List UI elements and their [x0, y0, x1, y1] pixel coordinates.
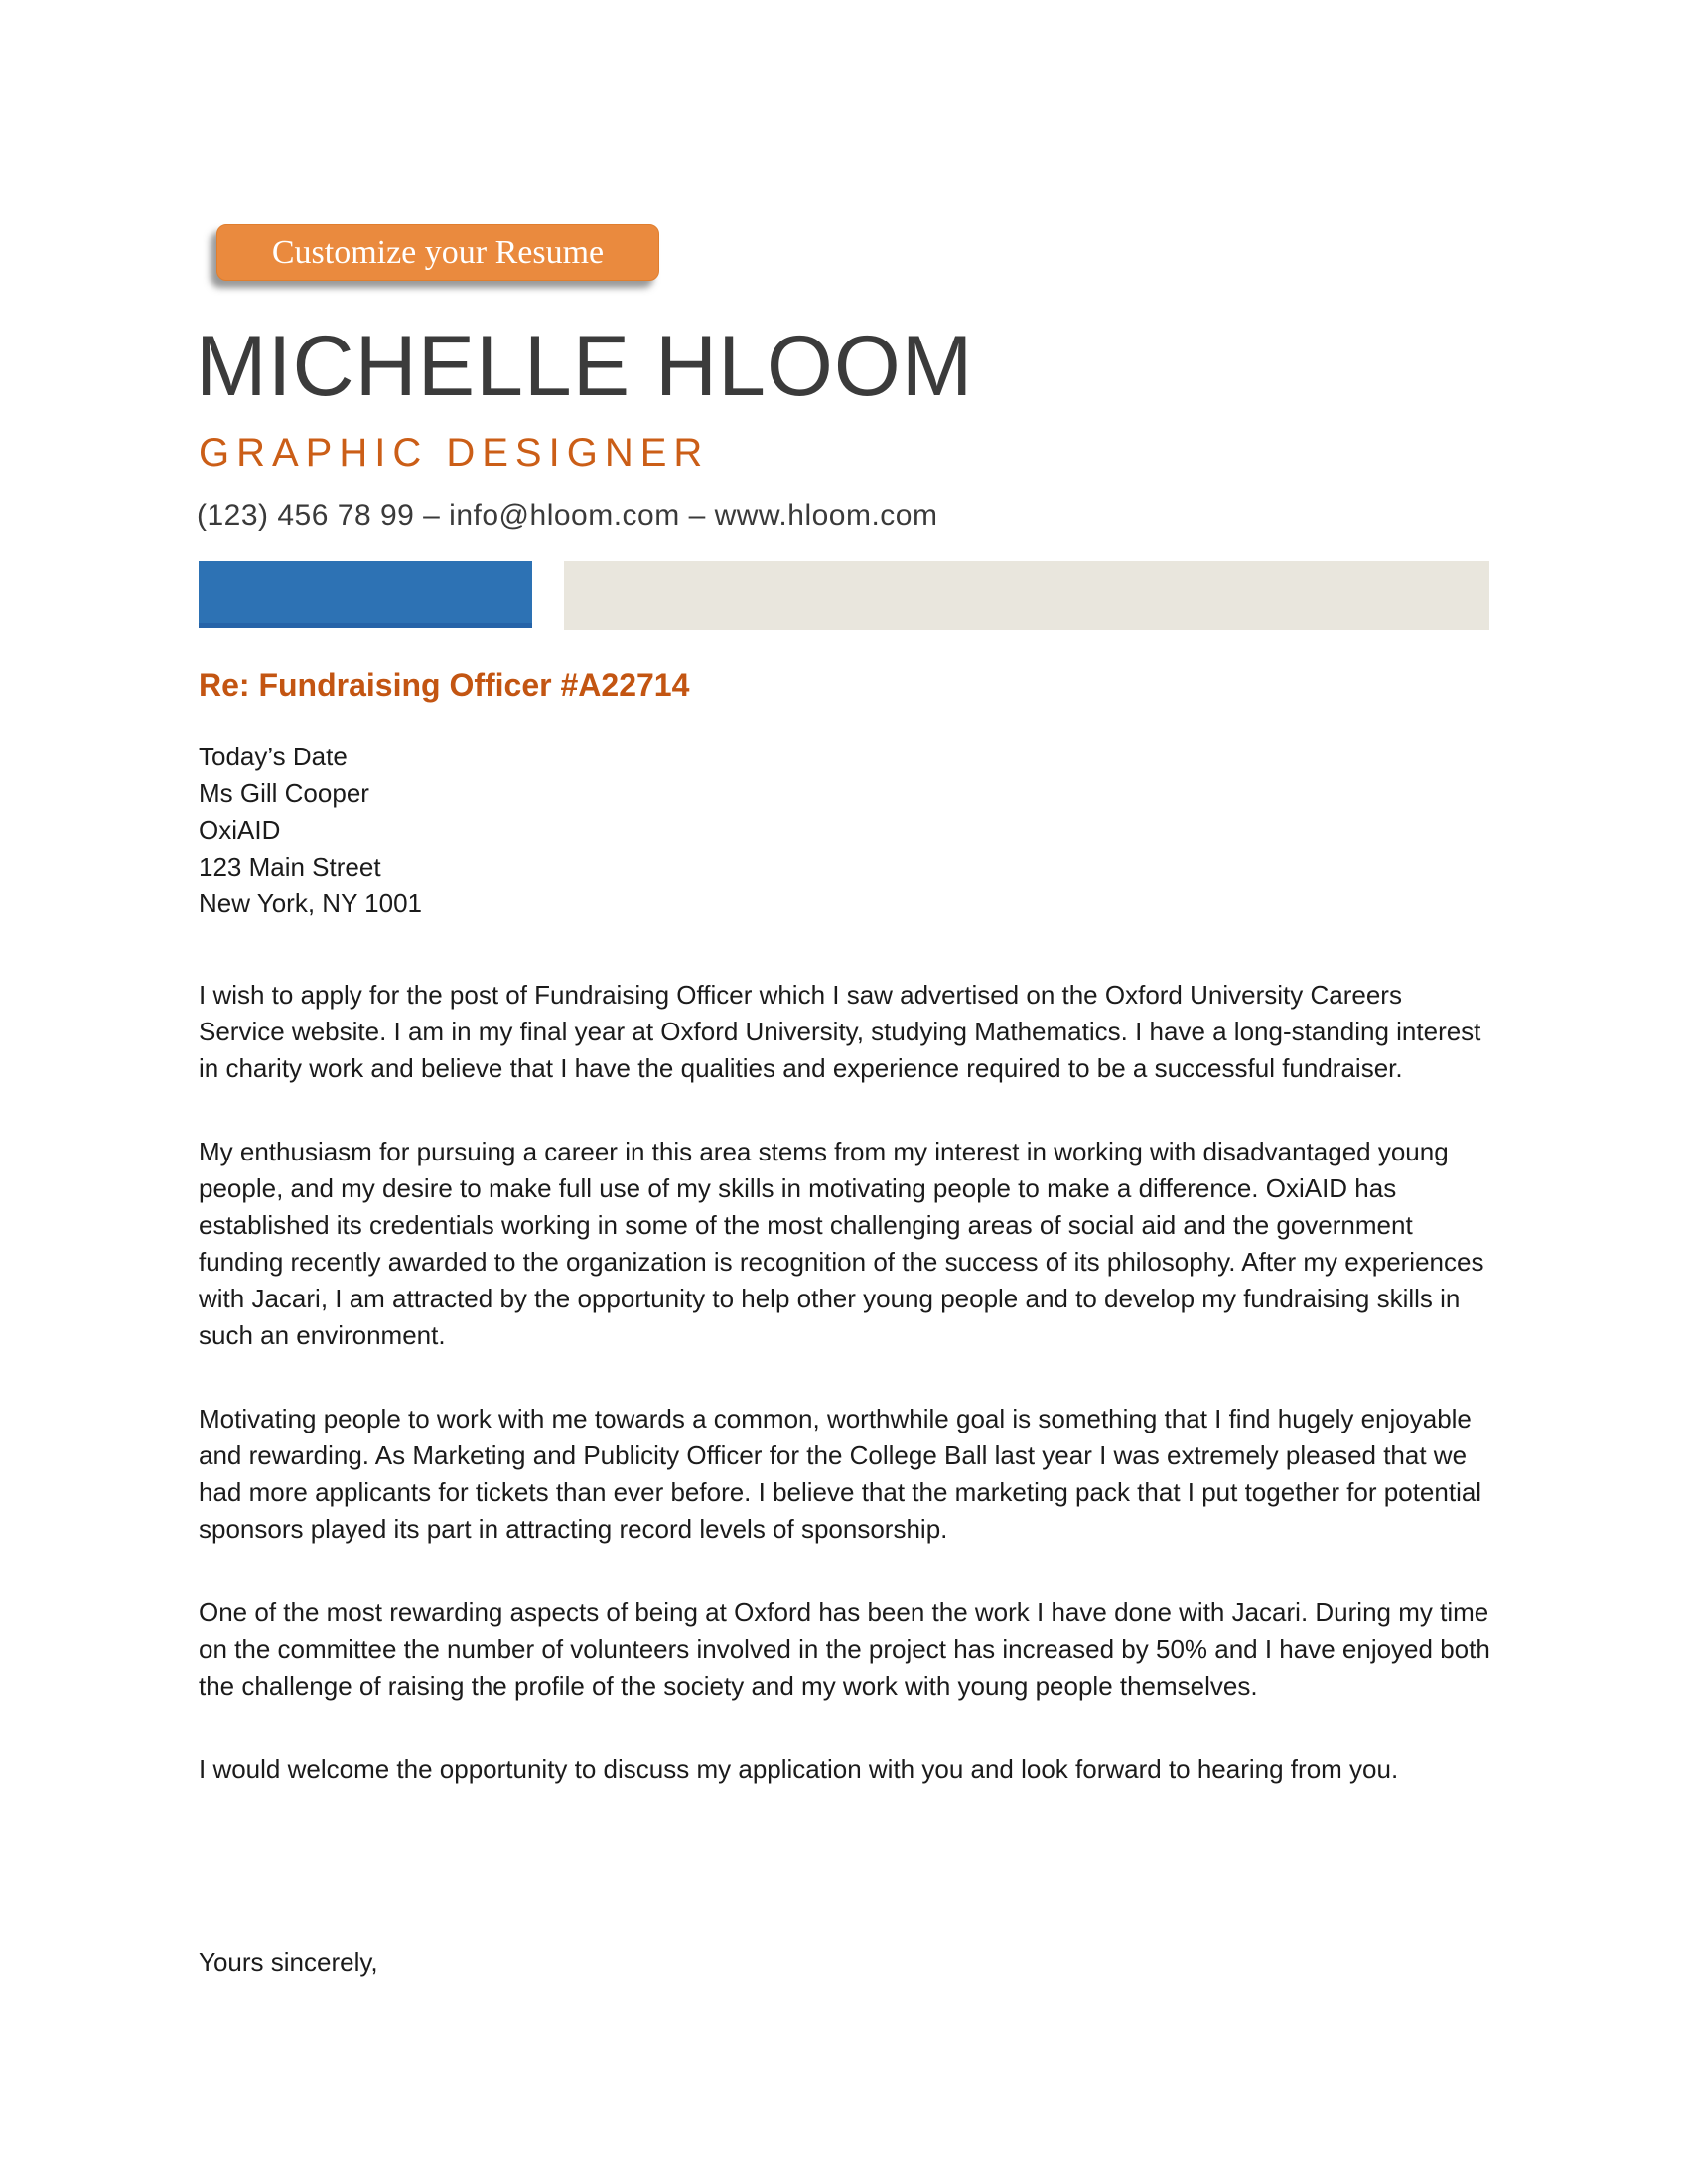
- candidate-name: MICHELLE HLOOM: [196, 319, 974, 414]
- address-line-street: 123 Main Street: [199, 852, 381, 882]
- letter-paragraph: I wish to apply for the post of Fundraising Officer which I saw advertised on the Oxford University Careers Service website. I am in my final year at Oxford University, studying Mathematics. I have a long-standing interest in charity work and believe that I have the qualities and experience required to be a successful fundraiser.: [199, 980, 1481, 1083]
- job-title: GRAPHIC DESIGNER: [199, 431, 710, 475]
- recipient-address: [199, 739, 422, 922]
- address-line-city: New York, NY 1001: [199, 888, 422, 918]
- letter-body: [199, 977, 1494, 1835]
- address-line-organization: OxiAID: [199, 815, 281, 845]
- beige-accent-bar: [564, 561, 1489, 630]
- letter-subject: Re: Fundraising Officer #A22714: [199, 667, 690, 703]
- customize-resume-button[interactable]: Customize your Resume: [216, 224, 659, 281]
- blue-accent-bar: [199, 561, 532, 628]
- letter-paragraph: I would welcome the opportunity to discuss my application with you and look forward to hearing from you.: [199, 1754, 1399, 1784]
- letter-closing: Yours sincerely,: [199, 1947, 378, 1977]
- letter-paragraph: One of the most rewarding aspects of being at Oxford has been the work I have done with Jacari. During my time on the committee the number of volunteers involved in the project has increased by 50% and I have enjoyed both the challenge of raising the profile of the society and my work with young people themselves.: [199, 1597, 1490, 1701]
- address-line-recipient: Ms Gill Cooper: [199, 778, 369, 808]
- contact-line: (123) 456 78 99 – info@hloom.com – www.hloom.com: [197, 499, 938, 532]
- letter-paragraph: My enthusiasm for pursuing a career in this area stems from my interest in working with disadvantaged young people, and my desire to make full use of my skills in motivating people to make a difference. OxiAID has established its credentials working in some of the most challenging areas of social aid and the government funding recently awarded to the organization is recognition of the success of its philosophy. After my experiences with Jacari, I am attracted by the opportunity to help other young people and to develop my fundraising skills in such an environment.: [199, 1137, 1484, 1350]
- address-line-date: Today’s Date: [199, 742, 348, 771]
- letter-paragraph: Motivating people to work with me towards a common, worthwhile goal is something that I find hugely enjoyable and rewarding. As Marketing and Publicity Officer for the College Ball last year I was extremely pleased that we had more applicants for tickets than ever before. I believe that the marketing pack that I put together for potential sponsors played its part in attracting record levels of sponsorship.: [199, 1404, 1482, 1544]
